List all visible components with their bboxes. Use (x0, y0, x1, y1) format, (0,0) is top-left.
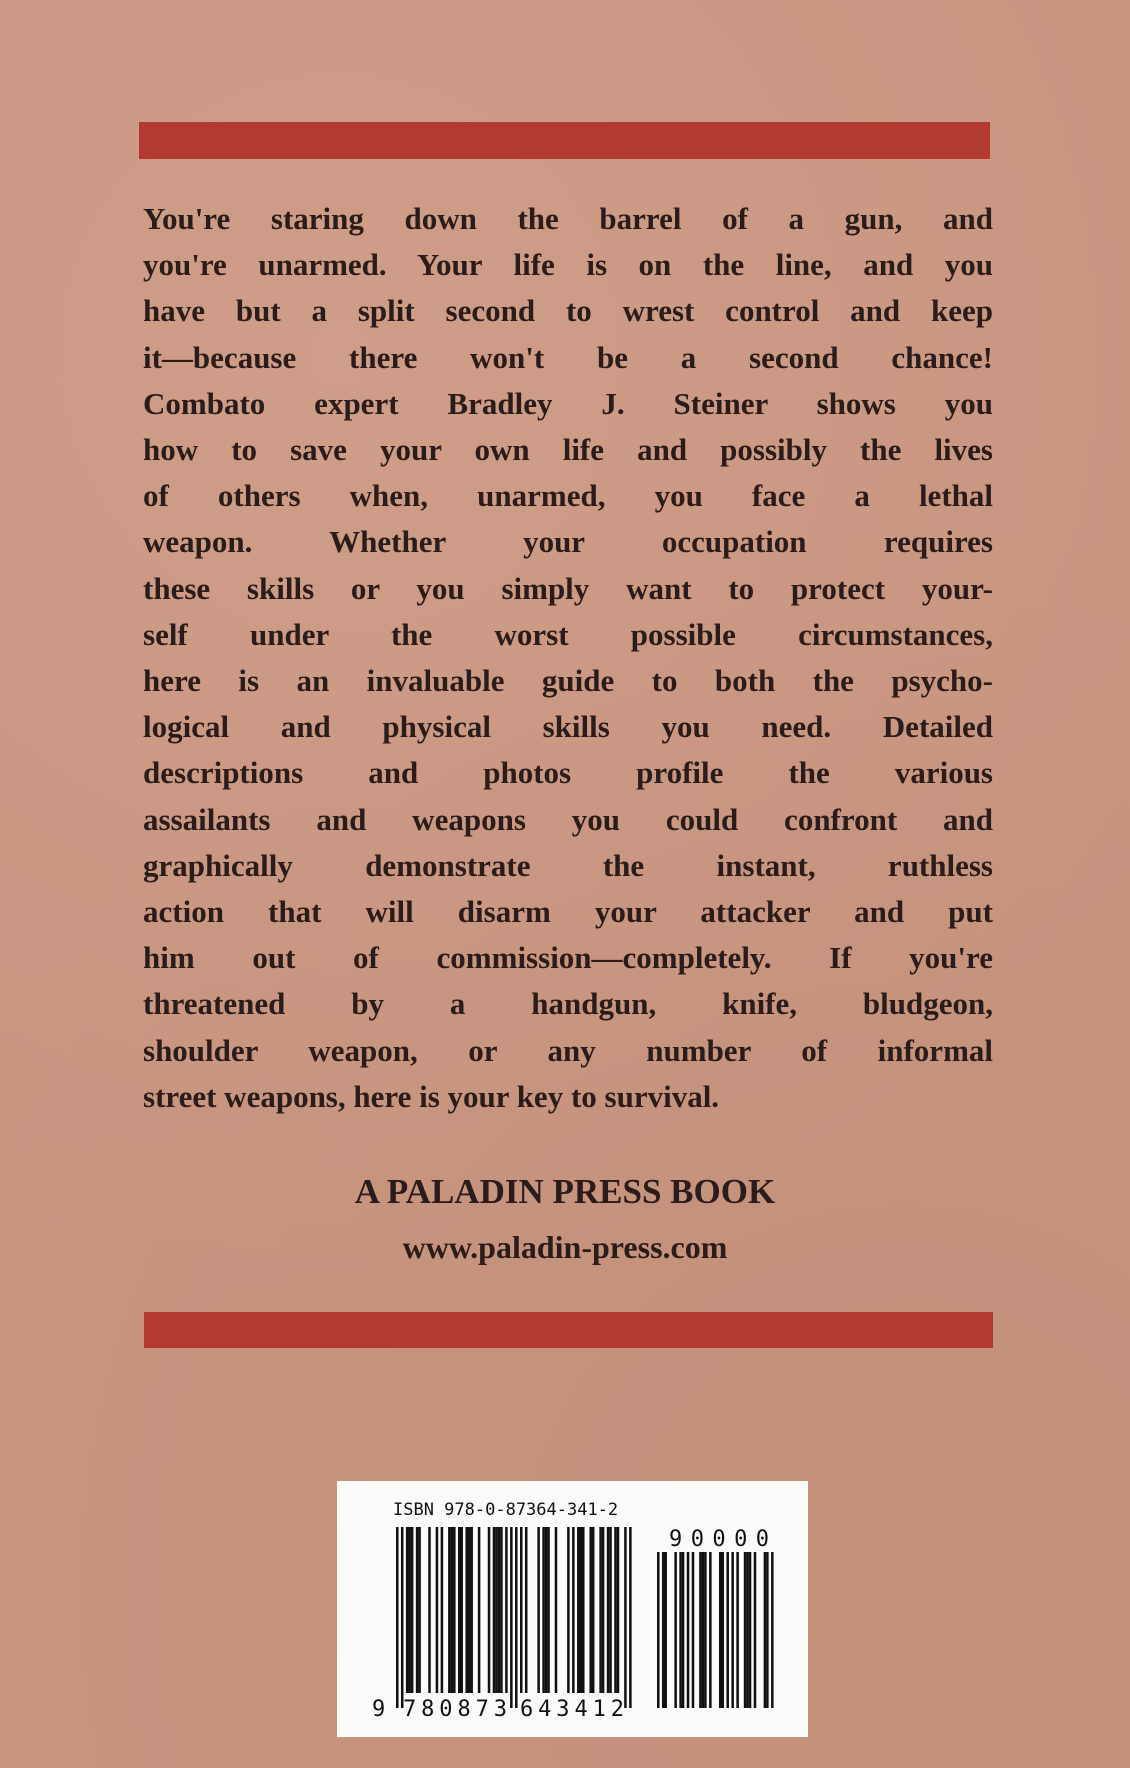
barcode-bar (468, 1527, 471, 1693)
ean13-left-digits: 780873 (403, 1697, 507, 1722)
ean13-right-digits: 643412 (520, 1697, 624, 1722)
barcode-bar (408, 1527, 411, 1693)
bottom-red-rule (144, 1312, 993, 1348)
barcode-bar (589, 1527, 592, 1693)
barcode-bar (525, 1527, 528, 1693)
blurb-line: it—because there won't be a second chance! (143, 339, 993, 375)
barcode-bar (460, 1527, 463, 1693)
blurb-line: you're unarmed. Your life is on the line, and you (143, 247, 993, 283)
barcode-bar (458, 1527, 461, 1693)
addon-bar (692, 1552, 695, 1708)
blurb-line: assailants and weapons you could confront and (143, 801, 993, 837)
barcode-bar (520, 1527, 523, 1693)
addon-bar (726, 1552, 729, 1708)
blurb-line: You're staring down the barrel of a gun, and (143, 201, 993, 236)
barcode-bar (580, 1527, 583, 1693)
barcode-bar (515, 1527, 518, 1708)
barcode-bar (453, 1527, 456, 1693)
addon-bar (662, 1552, 665, 1708)
addon-bar (721, 1552, 724, 1708)
addon-bar (754, 1552, 757, 1708)
top-red-rule (139, 122, 990, 159)
barcode-bar (542, 1527, 545, 1693)
barcode-bar (572, 1527, 575, 1693)
blurb-line: street weapons, here is your key to survival. (143, 1078, 720, 1114)
barcode-bar (505, 1527, 508, 1693)
addon-bar (682, 1552, 685, 1708)
barcode-bar (441, 1527, 444, 1693)
barcode-bar (629, 1527, 632, 1708)
blurb-line: self under the worst possible circumstances, (143, 616, 993, 652)
addon-bar (704, 1552, 707, 1708)
barcode-bar (478, 1527, 481, 1693)
blurb-text (143, 196, 993, 1120)
barcode-bar (428, 1527, 431, 1693)
barcode-bar (567, 1527, 570, 1693)
addon-bar (744, 1552, 747, 1708)
barcode-bar (416, 1527, 419, 1693)
blurb-line: him out of commission—completely. If you're (143, 940, 993, 976)
barcode-bar (617, 1527, 620, 1693)
ean13-bars (396, 1527, 632, 1708)
isbn-text: ISBN 978-0-87364-341-2 (393, 1500, 619, 1520)
barcode-bar (495, 1527, 498, 1693)
barcode-bar (609, 1527, 612, 1693)
addon-bar (657, 1552, 660, 1708)
barcode-bar (488, 1527, 491, 1693)
blurb-line: have but a split second to wrest control and keep (143, 293, 993, 329)
barcode-bar (500, 1527, 503, 1693)
blurb-line: shoulder weapon, or any number of informal (143, 1032, 993, 1068)
barcode-bar (614, 1527, 617, 1693)
blurb-line: descriptions and photos profile the various (143, 755, 993, 791)
barcode-bar (624, 1527, 627, 1708)
barcode-bar (537, 1527, 540, 1693)
addon-bar (746, 1552, 749, 1708)
barcode-bar (411, 1527, 414, 1693)
barcode-bar (599, 1527, 602, 1693)
blurb-line: of others when, unarmed, you face a lethal (143, 478, 993, 514)
addon-bar (764, 1552, 767, 1708)
barcode-bar (607, 1527, 610, 1693)
barcode-bar (498, 1527, 501, 1693)
blurb-line: action that will disarm your attacker and put (143, 894, 993, 930)
barcode-bar (396, 1527, 399, 1708)
barcode-bar (510, 1527, 513, 1708)
addon-bar (731, 1552, 734, 1708)
addon-bar (719, 1552, 722, 1708)
addon-bar (702, 1552, 705, 1708)
addon-bar (664, 1552, 667, 1708)
addon-bar (699, 1552, 702, 1708)
blurb-line: these skills or you simply want to protect your- (143, 570, 993, 606)
barcode-bar (418, 1527, 421, 1693)
blurb-line: weapon. Whether your occupation requires (143, 524, 993, 560)
barcode-bar (470, 1527, 473, 1693)
barcode-bar (592, 1527, 595, 1693)
blurb-line: graphically demonstrate the instant, ruthless (143, 847, 993, 883)
blurb-line: how to save your own life and possibly the lives (143, 432, 993, 468)
barcode-bar (555, 1527, 558, 1693)
barcode-bar (602, 1527, 605, 1693)
addon-bar (679, 1552, 682, 1708)
publisher-name: A PALADIN PRESS BOOK (354, 1172, 776, 1211)
blurb-line: threatened by a handgun, knife, bludgeon, (143, 986, 993, 1022)
barcode-bar (577, 1527, 580, 1693)
barcode-bar (451, 1527, 454, 1693)
addon-bar (709, 1552, 712, 1708)
blurb-line: here is an invaluable guide to both the psycho- (143, 663, 993, 699)
barcode-bar (436, 1527, 439, 1693)
barcode-bar (465, 1527, 468, 1693)
addon-bar (766, 1552, 769, 1708)
barcode-bar (545, 1527, 548, 1693)
addon-bar (749, 1552, 752, 1708)
barcode-graphic (337, 1481, 808, 1737)
barcode-bar (406, 1527, 409, 1693)
addon-bar (687, 1552, 690, 1708)
barcode-bar (448, 1527, 451, 1693)
blurb-line: logical and physical skills you need. Detailed (143, 709, 993, 745)
barcode-bar (582, 1527, 585, 1693)
addon-bar (674, 1552, 677, 1708)
barcode-bar (401, 1527, 404, 1708)
blurb-line: Combato expert Bradley J. Steiner shows you (143, 385, 993, 421)
addon-bars (657, 1552, 774, 1708)
barcode-bar (493, 1527, 496, 1693)
publisher-url: www.paladin-press.com (402, 1229, 728, 1265)
barcode-bar (547, 1527, 550, 1693)
barcode-label (337, 1481, 808, 1737)
ean13-first-digit: 9 (372, 1697, 386, 1722)
addon-digits: 90000 (669, 1527, 769, 1552)
addon-bar (736, 1552, 739, 1708)
addon-bar (771, 1552, 774, 1708)
